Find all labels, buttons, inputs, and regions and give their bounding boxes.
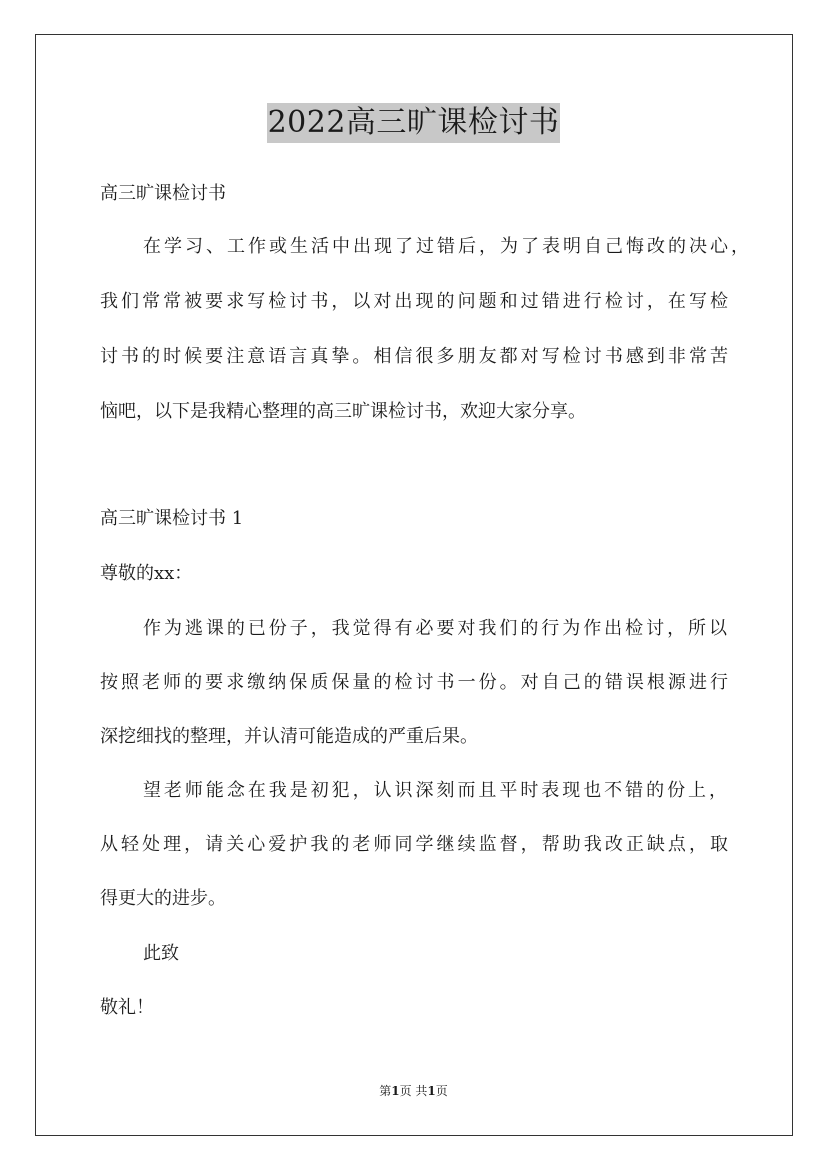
para1-line-3: 深挖细找的整理，并认清可能造成的严重后果。 (100, 726, 478, 747)
intro-line-3: 讨书的时候要注意语言真挚。相信很多朋友都对写检讨书感到非常苦 (100, 346, 728, 367)
para1-line-1: 作为逃课的已份子，我觉得有必要对我们的行为作出检讨，所以 (143, 618, 727, 639)
subtitle: 高三旷课检讨书 (100, 183, 226, 204)
intro-line-4: 恼吧，以下是我精心整理的高三旷课检讨书，欢迎大家分享。 (100, 401, 586, 422)
footer-page-number: 1 (391, 1084, 400, 1098)
para1-line-2: 按照老师的要求缴纳保质保量的检讨书一份。对自己的错误根源进行 (100, 672, 728, 693)
closing-regards: 此致 (143, 943, 179, 964)
intro-line-2: 我们常常被要求写检讨书，以对出现的问题和过错进行检讨，在写检 (100, 291, 728, 312)
footer-page-total: 1 (427, 1084, 436, 1098)
document-title: 2022高三旷课检讨书 (267, 103, 561, 143)
footer-suffix: 页 (435, 1084, 448, 1098)
footer-prefix: 第 (379, 1084, 392, 1098)
para2-line-3: 得更大的进步。 (100, 888, 226, 909)
para2-line-1: 望老师能念在我是初犯，认识深刻而且平时表现也不错的份上， (143, 780, 727, 801)
intro-line-1: 在学习、工作或生活中出现了过错后，为了表明自己悔改的决心， (143, 236, 749, 257)
section-heading: 高三旷课检讨书 1 (100, 508, 244, 529)
title-container (0, 103, 827, 143)
salutation: 尊敬的xx： (100, 563, 193, 584)
closing-salute: 敬礼！ (100, 997, 154, 1018)
footer-mid: 页 共 (399, 1084, 428, 1098)
page-footer (0, 1083, 827, 1099)
para2-line-2: 从轻处理，请关心爱护我的老师同学继续监督，帮助我改正缺点，取 (100, 834, 728, 855)
